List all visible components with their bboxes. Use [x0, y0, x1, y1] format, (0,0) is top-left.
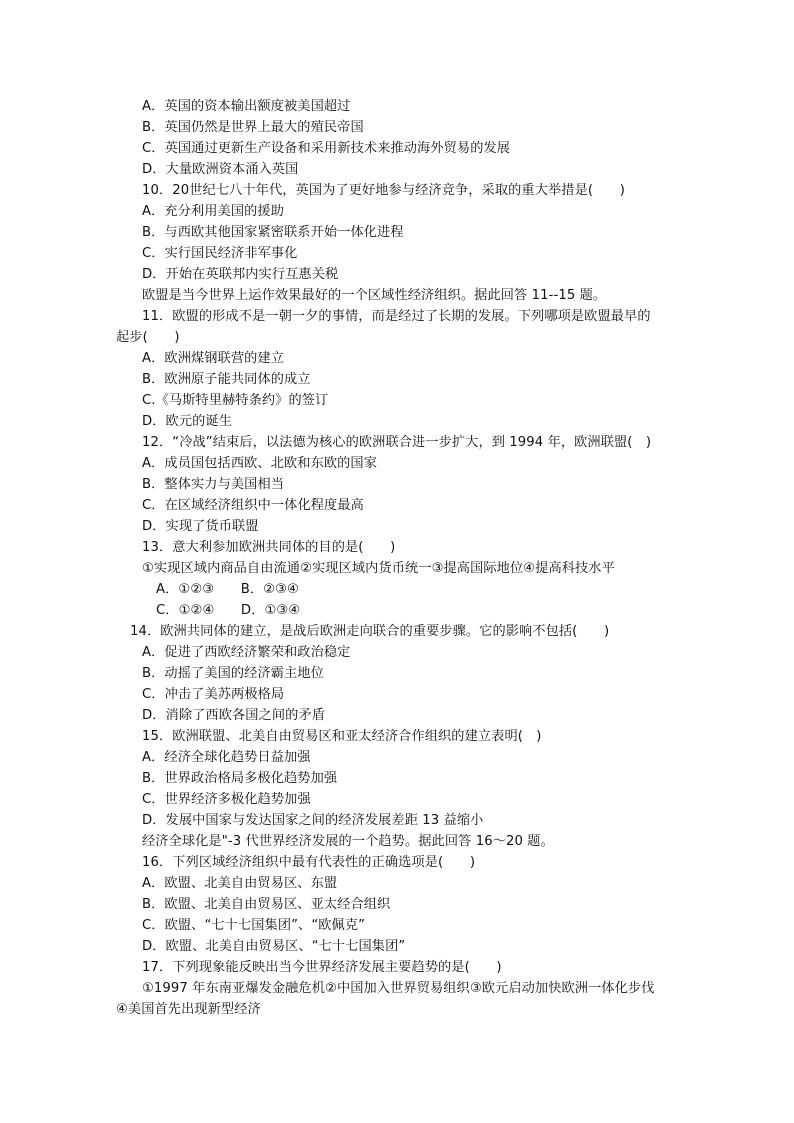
q14-option-c: C．冲击了美苏两极格局: [142, 687, 285, 702]
q11-stem-continued: 起步( ): [116, 330, 180, 345]
q14-stem: 14．欧洲共同体的建立，是战后欧洲走向联合的重要步骤。它的影响不包括( ): [130, 624, 610, 639]
q12-option-b: B．整体实力与美国相当: [142, 477, 285, 492]
q15-option-a: A．经济全球化趋势日益加强: [142, 750, 311, 765]
q11-option-c: C.《马斯特里赫特条约》的签订: [142, 393, 329, 408]
q9-option-d: D．大量欧洲资本涌入英国: [142, 162, 299, 177]
q12-option-a: A．成员国包括西欧、北欧和东欧的国家: [142, 456, 378, 471]
q11-stem: 11．欧盟的形成不是一朝一夕的事情，而是经过了长期的发展。下列哪项是欧盟最早的: [142, 309, 651, 324]
q16-option-c: C．欧盟、“七十七国集团”、“欧佩克”: [142, 918, 366, 933]
q13-statements: ①实现区域内商品自由流通②实现区域内货币统一③提高国际地位④提高科技水平: [142, 561, 615, 576]
q9-option-c: C．英国通过更新生产设备和采用新技术来推动海外贸易的发展: [142, 141, 511, 156]
q16-stem: 16．下列区域经济组织中最有代表性的正确选项是( ): [142, 855, 476, 870]
q12-stem: 12．“冷战”结束后，以法德为核心的欧洲联合进一步扩大，到 1994 年，欧洲联盟( ): [142, 435, 652, 450]
q13-options-ab: A．①②③ B．②③④: [156, 582, 299, 597]
q17-statements: ①1997 年东南亚爆发金融危机②中国加入世界贸易组织③欧元启动加快欧洲一体化步伐: [142, 981, 655, 996]
q16-option-d: D．欧盟、北美自由贸易区、“七十七国集团”: [142, 939, 406, 954]
q11-option-d: D．欧元的诞生: [142, 414, 232, 429]
q12-option-d: D．实现了货币联盟: [142, 519, 259, 534]
q16-option-a: A．欧盟、北美自由贸易区、东盟: [142, 876, 338, 891]
q14-option-b: B．动摇了美国的经济霸主地位: [142, 666, 324, 681]
q17-stem: 17．下列现象能反映出当今世界经济发展主要趋势的是( ): [142, 960, 502, 975]
q9-option-a: A．英国的资本输出额度被美国超过: [142, 99, 351, 114]
section-intro-11-15: 欧盟是当今世界上运作效果最好的一个区域性经济组织。据此回答 11--15 题。: [142, 288, 607, 303]
q11-option-a: A．欧洲煤钢联营的建立: [142, 351, 284, 366]
q15-option-d: D．发展中国家与发达国家之间的经济发展差距 13 益缩小: [142, 813, 484, 828]
q10-option-a: A．充分利用美国的援助: [142, 204, 284, 219]
q9-option-b: B．英国仍然是世界上最大的殖民帝国: [142, 120, 364, 135]
q15-option-b: B．世界政治格局多极化趋势加强: [142, 771, 338, 786]
q10-stem: 10．20世纪七八十年代，英国为了更好地参与经济竞争，采取的重大举措是( ): [142, 183, 625, 198]
q13-stem: 13．意大利参加欧洲共同体的目的是( ): [142, 540, 396, 555]
q17-statements-continued: ④美国首先出现新型经济: [116, 1002, 261, 1017]
q10-option-d: D．开始在英联邦内实行互惠关税: [142, 267, 339, 282]
q14-option-d: D．消除了西欧各国之间的矛盾: [142, 708, 325, 723]
q10-option-c: C．实行国民经济非军事化: [142, 246, 298, 261]
section-intro-16-20: 经济全球化是"-3 代世界经济发展的一个趋势。据此回答 16～20 题。: [142, 834, 554, 849]
q15-stem: 15．欧洲联盟、北美自由贸易区和亚太经济合作组织的建立表明( ): [142, 729, 542, 744]
q12-option-c: C．在区域经济组织中一体化程度最高: [142, 498, 364, 513]
q11-option-b: B．欧洲原子能共同体的成立: [142, 372, 311, 387]
q16-option-b: B．欧盟、北美自由贸易区、亚太经合组织: [142, 897, 391, 912]
q13-options-cd: C．①②④ D．①③④: [156, 603, 301, 618]
q15-option-c: C．世界经济多极化趋势加强: [142, 792, 311, 807]
q14-option-a: A．促进了西欧经济繁荣和政治稳定: [142, 645, 351, 660]
q10-option-b: B．与西欧其他国家紧密联系开始一体化进程: [142, 225, 404, 240]
